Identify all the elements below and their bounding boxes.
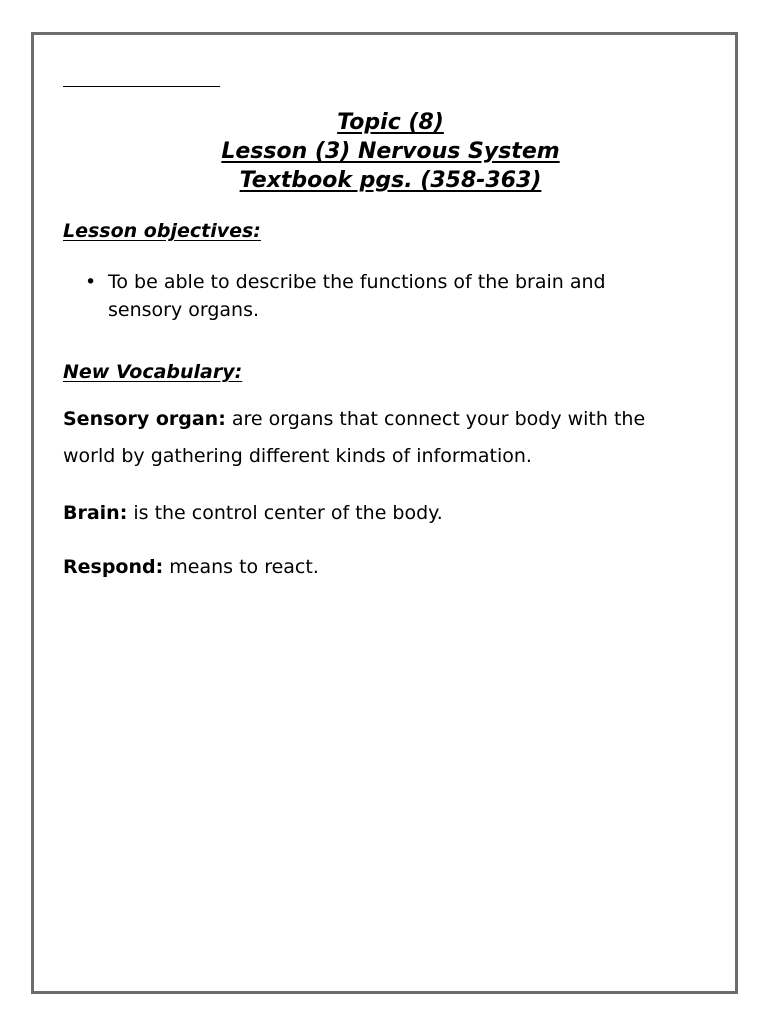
vocab-definition: means to react. xyxy=(163,556,319,578)
objective-text: To be able to describe the functions of the brain and sensory organs. xyxy=(108,271,606,321)
page-frame xyxy=(31,32,738,994)
vocab-entry-respond xyxy=(63,549,703,586)
vocab-entry-sensory-organ xyxy=(63,401,703,475)
lesson-title-block xyxy=(63,108,718,195)
vocab-term: Respond: xyxy=(63,556,164,578)
vocab-term: Sensory organ: xyxy=(63,408,226,430)
list-item xyxy=(63,268,683,324)
lesson-title: Lesson (3) Nervous System xyxy=(221,139,560,164)
vocabulary-heading: New Vocabulary: xyxy=(63,361,243,383)
objectives-list xyxy=(63,268,683,324)
topic-title: Topic (8) xyxy=(337,110,444,135)
bullet-icon: • xyxy=(85,271,97,293)
name-blank-line xyxy=(63,86,220,87)
objectives-heading: Lesson objectives: xyxy=(63,220,261,242)
vocab-entry-brain xyxy=(63,495,703,532)
vocab-term: Brain: xyxy=(63,502,128,524)
vocab-definition: is the control center of the body. xyxy=(127,502,443,524)
vocab-definition: are organs that connect your body with the world by gathering different kinds of information. xyxy=(63,408,646,467)
textbook-pages: Textbook pgs. (358-363) xyxy=(239,168,542,193)
